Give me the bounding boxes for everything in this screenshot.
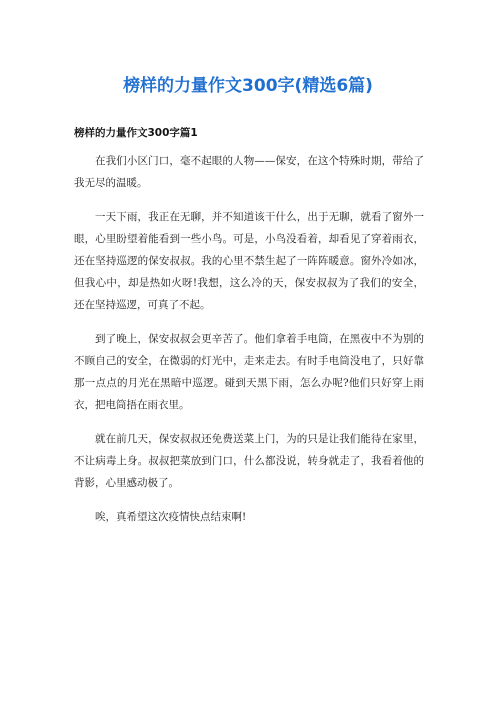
paragraph-4: 就在前几天，保安叔叔还免费送菜上门，为的只是让我们能待在家里，不让病毒上身。叔叔把菜放到门口，什么都没说，转身就走了，我看着他的背影，心里感动极了。 (74, 433, 424, 489)
essay-body (74, 150, 424, 540)
document-title: 榜样的力量作文300字(精选6篇) (123, 76, 373, 96)
section-heading: 榜样的力量作文300字篇1 (74, 127, 198, 139)
paragraph-5: 唉，真希望这次疫情快点结束啊! (95, 511, 247, 523)
paragraph-3: 到了晚上，保安叔叔会更辛苦了。他们拿着手电筒，在黑夜中不为别的不顾自己的安全，在微弱的灯光中，走来走去。有时手电筒没电了，只好靠那一点点的月光在黑暗中巡逻。碰到天黑下雨，怎么办呢?他们只好穿上雨衣，把电筒捂在雨衣里。 (74, 333, 424, 411)
paragraph-1: 在我们小区门口，毫不起眼的人物——保安，在这个特殊时期，带给了我无尽的温暖。 (74, 155, 424, 189)
paragraph-2: 一天下雨，我正在无聊，并不知道该干什么，出于无聊，就看了窗外一眼，心里盼望着能看到一些小鸟。可是，小鸟没看着，却看见了穿着雨衣，还在坚持巡逻的保安叔叔。我的心里不禁生起了一阵阵暖意。窗外冷如冰，但我心中，却是热如火呀!我想，这么冷的天，保安叔叔为了我们的安全，还在坚持巡逻，可真了不起。 (74, 211, 424, 311)
